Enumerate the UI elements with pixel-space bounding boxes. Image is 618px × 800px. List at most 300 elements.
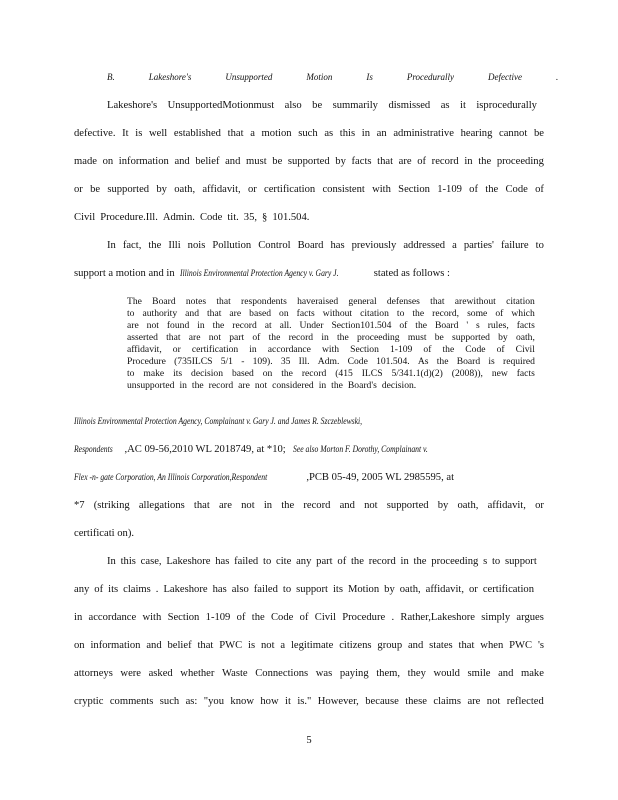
word: oath, [457, 500, 479, 511]
word: any [74, 584, 90, 595]
word: as: [185, 696, 198, 707]
word: be [533, 128, 544, 139]
word: Code [505, 184, 528, 195]
word: However, [317, 696, 359, 707]
text-run: support a motion and in [74, 268, 175, 279]
word: of [337, 556, 347, 567]
word: PWC [219, 640, 243, 651]
word: Rather,Lakeshore [400, 612, 475, 623]
word: summarily [332, 100, 378, 111]
word: a [250, 128, 255, 139]
word: be [272, 156, 283, 167]
word: oath, [399, 584, 421, 595]
word: are [467, 696, 481, 707]
word: Motion [347, 584, 380, 595]
word: claims [123, 584, 151, 595]
word: proceeding [431, 556, 479, 567]
word: Admin. [162, 212, 195, 223]
word: record [303, 500, 331, 511]
word: affidavit, [127, 344, 162, 355]
word: the [350, 556, 364, 567]
word: s [483, 556, 488, 567]
word: accordance [88, 612, 137, 623]
word: facts [516, 368, 535, 379]
word: these [405, 696, 427, 707]
word: that [227, 128, 244, 139]
word: to [491, 556, 501, 567]
word: "you [203, 696, 225, 707]
word: . [155, 584, 159, 595]
word: make [143, 368, 165, 379]
word: Board [434, 320, 459, 331]
word: in [318, 380, 327, 391]
heading-word: Is [366, 72, 373, 82]
word: in [179, 380, 187, 391]
word: such [159, 696, 180, 707]
word: or [535, 500, 544, 511]
word: be [312, 100, 323, 111]
word: 1-109 [389, 344, 413, 355]
word: or [172, 344, 181, 355]
word: and [339, 500, 355, 511]
word: required [503, 356, 535, 367]
word: established [173, 128, 221, 139]
word: (2008)), [451, 368, 483, 379]
word: cannot [499, 128, 528, 139]
word: and [146, 640, 162, 651]
paragraph-line [74, 156, 544, 167]
word: by [498, 332, 508, 343]
word: a [452, 240, 457, 251]
word: Board [456, 356, 481, 367]
word: supported [386, 500, 429, 511]
word: to [263, 556, 272, 567]
word: Code [465, 344, 486, 355]
word: not [260, 640, 275, 651]
word: Code [270, 612, 294, 623]
heading-label: B. [107, 72, 115, 82]
word: Procedure [342, 612, 386, 623]
word: affidavit, [425, 584, 464, 595]
word: paying [339, 668, 369, 679]
paragraph-line [107, 100, 537, 111]
word: are [238, 380, 250, 391]
word: is [248, 640, 256, 651]
word: states [429, 640, 453, 651]
word: of [423, 344, 432, 355]
word: make [520, 668, 544, 679]
word: - [241, 356, 245, 367]
word: record [301, 368, 327, 379]
word: facts [351, 156, 372, 167]
word: the [415, 320, 428, 331]
word: Section [398, 184, 430, 195]
word: allegations [138, 500, 185, 511]
word: decision. [381, 380, 417, 391]
word: some [467, 308, 488, 319]
word: and [185, 308, 199, 319]
quote-line [127, 380, 535, 392]
word: the [251, 612, 265, 623]
word: of [417, 156, 427, 167]
word: not [486, 696, 501, 707]
word: on [102, 156, 114, 167]
word: to [127, 308, 135, 319]
word: respondents [241, 296, 287, 307]
word: Code [199, 212, 223, 223]
paragraph-line [74, 128, 544, 139]
word: Board's [347, 380, 377, 391]
quote-line [127, 296, 535, 308]
word: the [268, 332, 281, 343]
word: haveraised [297, 296, 339, 307]
word: unsupported [127, 380, 175, 391]
citation-line: certificati on). [74, 528, 134, 539]
word: not [208, 332, 221, 343]
paragraph-line [74, 640, 544, 651]
word: are [218, 500, 232, 511]
word: on [279, 308, 289, 319]
word: record, [432, 308, 460, 319]
word: In [107, 556, 116, 567]
quote-line [127, 320, 535, 332]
word: oath, [515, 332, 535, 343]
word: not [254, 380, 268, 391]
word: Board [152, 296, 176, 307]
word: arewithout [454, 296, 496, 307]
word: of [469, 184, 478, 195]
word: by [335, 156, 346, 167]
word: is [488, 356, 495, 367]
word: Section [350, 344, 379, 355]
word: ' [466, 320, 469, 331]
word: Illi [168, 240, 181, 251]
word: are [127, 320, 139, 331]
word: proceeding [356, 332, 400, 343]
heading-word: Defective [488, 72, 522, 82]
word: in [197, 320, 205, 331]
word: in [249, 344, 257, 355]
word: certification [264, 184, 316, 195]
word: Procedure.Ill. [100, 212, 158, 223]
paragraph-line [74, 668, 544, 679]
word: (735ILCS [174, 356, 213, 367]
word: UnsupportedMotionmust [167, 100, 275, 111]
word: belief [167, 640, 192, 651]
word: in [263, 500, 273, 511]
paragraph-line [107, 240, 544, 251]
word: citation [360, 308, 389, 319]
citation-line [74, 472, 544, 483]
word: rules, [487, 320, 509, 331]
word: Lakeshore [166, 556, 211, 567]
paragraph-line [74, 184, 544, 195]
word: how [260, 696, 279, 707]
word: oath, [174, 184, 196, 195]
word: In [107, 240, 116, 251]
word: to [396, 308, 405, 319]
word: found [166, 320, 190, 331]
word: (striking [93, 500, 130, 511]
section-heading [107, 72, 592, 82]
word: must [407, 332, 427, 343]
word: 's [537, 640, 544, 651]
word: not [146, 320, 159, 331]
word: on [74, 640, 85, 651]
word: administrative [393, 128, 454, 139]
word: parties' [463, 240, 494, 251]
word: smile [467, 668, 491, 679]
word: with [372, 184, 391, 195]
word: 5/341.1(d)(2) [391, 368, 443, 379]
word: . [391, 612, 395, 623]
word: Civil [515, 344, 535, 355]
word: the [281, 500, 295, 511]
word: the [191, 380, 204, 391]
word: affidavit, [202, 184, 241, 195]
word: Lakeshore [163, 584, 208, 595]
quote-line [127, 356, 535, 368]
word: Section [167, 612, 200, 623]
word: citizens [339, 640, 372, 651]
word: that [377, 156, 394, 167]
word: hearing [460, 128, 493, 139]
word: to [127, 368, 135, 379]
word: failure [500, 240, 529, 251]
word: Board [297, 240, 324, 251]
word: Waste [222, 668, 248, 679]
word: Procedure [127, 356, 166, 367]
word: the [212, 320, 225, 331]
word: at [264, 320, 272, 331]
word: as [440, 100, 450, 111]
word: Civil [314, 612, 336, 623]
word: 35, [243, 212, 258, 223]
word: of [236, 612, 246, 623]
word: Section101.504 [331, 320, 392, 331]
word: that [197, 640, 214, 651]
word: its [108, 584, 119, 595]
word: part [229, 332, 245, 343]
word: information [118, 156, 169, 167]
word: has [212, 584, 227, 595]
word: authority [142, 308, 178, 319]
word: supported [107, 184, 150, 195]
word: previously [351, 240, 397, 251]
word: and [174, 156, 190, 167]
word: legitimate [290, 640, 334, 651]
word: all. [279, 320, 292, 331]
word: were [120, 668, 142, 679]
paragraph-line [74, 584, 534, 595]
word: support [505, 556, 537, 567]
word: must [246, 156, 267, 167]
word: the [442, 344, 455, 355]
word: without [322, 308, 353, 319]
word: Lakeshore's [107, 100, 158, 111]
word: this [339, 128, 356, 139]
word: notes [185, 296, 207, 307]
word: or [247, 184, 257, 195]
citation-text: ,AC 09-56,2010 WL 2018749, at *10; [124, 444, 286, 455]
word: with [322, 344, 340, 355]
word: to [282, 584, 292, 595]
word: be [434, 332, 444, 343]
quote-line [127, 308, 535, 320]
word: support [296, 584, 328, 595]
word: the [337, 332, 349, 343]
citation-italic: Flex -n- gate Corporation, An Illinois Corporation,Respondent [74, 472, 268, 482]
word: dismissed [388, 100, 431, 111]
block-quote [127, 296, 535, 392]
citation-italic: See also Morton F. Dorothy, Complainant v. [293, 444, 429, 454]
word: failed [234, 556, 259, 567]
word: of [94, 584, 104, 595]
word: cryptic [74, 696, 104, 707]
word: 5/1 [220, 356, 233, 367]
word: Civil [74, 212, 96, 223]
word: consistent [322, 184, 365, 195]
word: of [495, 308, 504, 319]
quote-line [127, 344, 535, 356]
word: s [476, 320, 480, 331]
word: PWC [509, 640, 533, 651]
word: record [431, 156, 459, 167]
word: because [365, 696, 399, 707]
word: asked [148, 668, 173, 679]
word: the [281, 368, 293, 379]
word: or [468, 584, 478, 595]
word: and [498, 668, 514, 679]
word: attorneys [74, 668, 113, 679]
word: § [262, 212, 268, 223]
word: 1-109 [205, 612, 231, 623]
word: fact, [122, 240, 142, 251]
word: 109). [252, 356, 273, 367]
word: The [127, 296, 142, 307]
word: of [252, 332, 261, 343]
heading-word: Procedurally [406, 72, 454, 82]
word: general [348, 296, 377, 307]
word: facts [516, 320, 535, 331]
word: Code [347, 356, 368, 367]
word: a [280, 640, 286, 651]
word: an [376, 128, 387, 139]
word: part [316, 556, 333, 567]
word: decision [191, 368, 224, 379]
word: claims [433, 696, 462, 707]
word: defenses [386, 296, 420, 307]
word: in [464, 156, 473, 167]
word: is [135, 128, 143, 139]
word: of [535, 184, 544, 195]
word: would [433, 668, 460, 679]
word: on [262, 368, 273, 379]
word: are [188, 332, 201, 343]
word: whether [180, 668, 215, 679]
word: it [460, 100, 466, 111]
word: and [407, 640, 424, 651]
word: by [156, 184, 167, 195]
word: asserted [127, 332, 158, 343]
word: is." [297, 696, 312, 707]
word: the [413, 556, 427, 567]
word: (415 [335, 368, 353, 379]
word: comments [109, 696, 154, 707]
word: Adm. [317, 356, 340, 367]
word: proceeding [496, 156, 544, 167]
citation-line-italic: Illinois Environmental Protection Agency, Complainant v. Gary J. and James R. Szczeblewski, [74, 416, 363, 426]
word: not [241, 500, 255, 511]
word: based [249, 308, 271, 319]
case-name-italic: Illinois Environmental Protection Agency v. Gary J. [179, 268, 339, 278]
word: when [480, 640, 504, 651]
word: in [74, 612, 83, 623]
word: it [285, 696, 291, 707]
paragraph-line [74, 212, 544, 223]
word: that [207, 308, 222, 319]
word: to [535, 240, 544, 251]
word: this [120, 556, 136, 567]
word: considered [272, 380, 314, 391]
word: by [384, 584, 395, 595]
word: group [377, 640, 403, 651]
word: accordance [267, 344, 311, 355]
citation-text: ,PCB 05-49, 2005 WL 2985595, at [306, 472, 455, 483]
word: tit. [227, 212, 239, 223]
word: Ill. [298, 356, 310, 367]
word: also [231, 584, 249, 595]
word: the [485, 184, 499, 195]
word: such [298, 128, 318, 139]
heading-word: Unsupported [225, 72, 273, 82]
citation-italic: Respondents [74, 444, 113, 454]
word: and [225, 156, 241, 167]
word: of [299, 612, 309, 623]
word: facts [296, 308, 315, 319]
word: know [230, 696, 254, 707]
word: or [74, 184, 83, 195]
word: 1-109 [437, 184, 462, 195]
word: by [437, 500, 449, 511]
word: based [231, 368, 254, 379]
word: in [321, 332, 329, 343]
word: that [430, 296, 445, 307]
citation-line [74, 500, 544, 511]
word: Under [299, 320, 324, 331]
word: Pollution [212, 240, 252, 251]
word: that [216, 296, 231, 307]
word: are [229, 308, 242, 319]
word: they [407, 668, 426, 679]
heading-word: . [555, 72, 559, 82]
word: which [511, 308, 535, 319]
word: supported [452, 332, 490, 343]
word: record [288, 332, 314, 343]
word: be [90, 184, 101, 195]
word: addressed [403, 240, 446, 251]
word: motion [261, 128, 292, 139]
word: It [122, 128, 129, 139]
word: 35 [280, 356, 291, 367]
word: with [142, 612, 162, 623]
word: has [330, 240, 345, 251]
quote-line [127, 332, 535, 344]
word: failed [253, 584, 278, 595]
word: record [368, 556, 396, 567]
word: in [361, 128, 371, 139]
word: that [193, 500, 210, 511]
